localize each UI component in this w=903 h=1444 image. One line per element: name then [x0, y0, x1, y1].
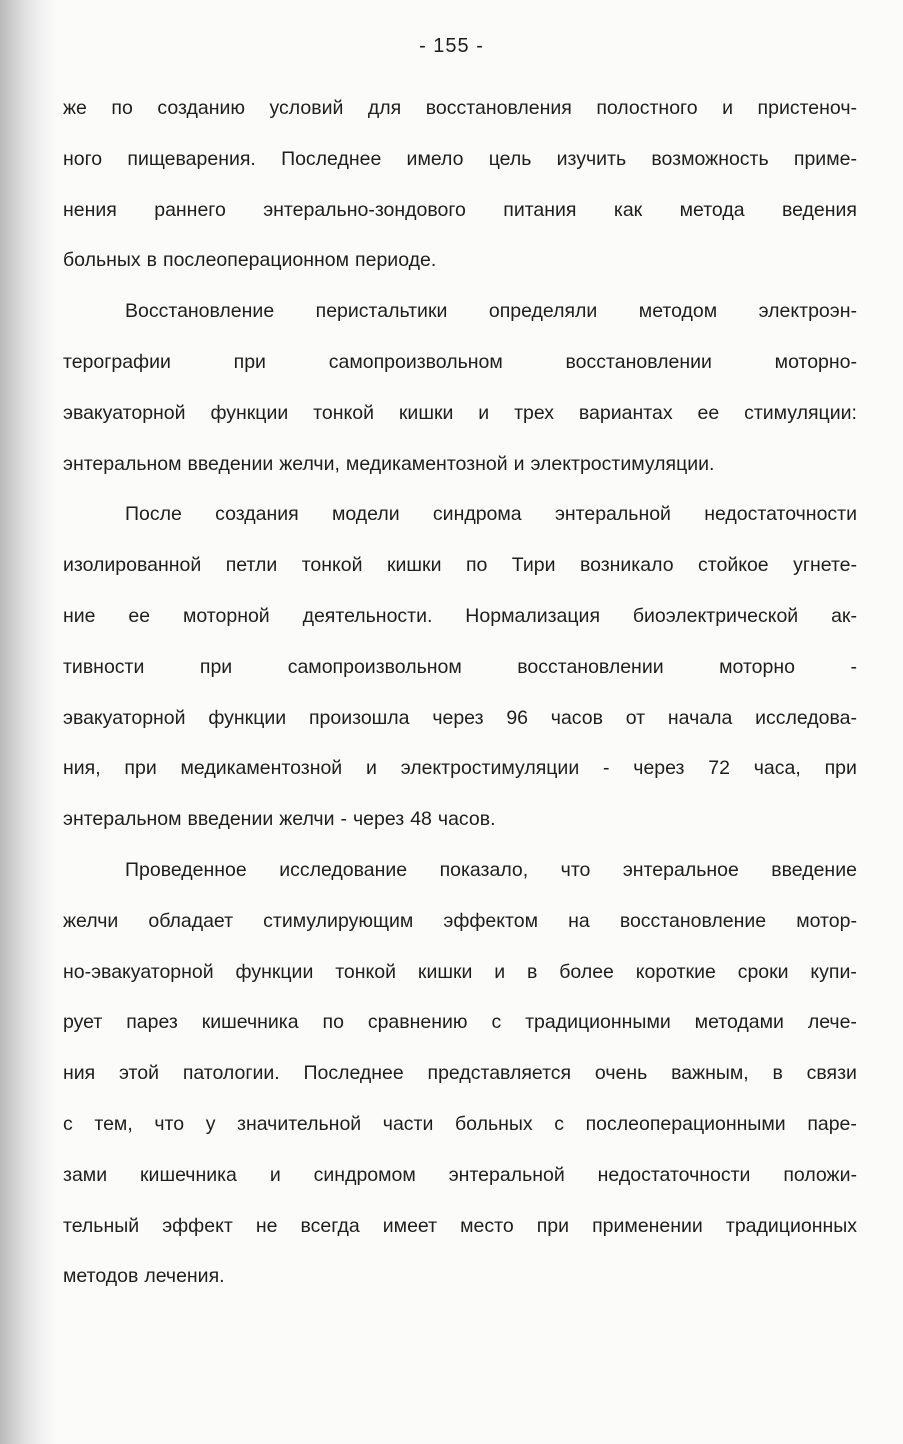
text-line: ние ее моторной деятельности. Нормализация биоэлектрической ак- — [63, 604, 857, 627]
paragraph — [63, 494, 857, 850]
text-line: эвакуаторной функции тонкой кишки и трех вариантах ее стимуляции: — [63, 401, 857, 424]
paragraph — [63, 291, 857, 494]
text-line: терографии при самопроизвольном восстановлении моторно- — [63, 350, 857, 373]
paragraph — [63, 88, 857, 291]
body-text — [63, 88, 857, 1307]
text-line: энтеральном введении желчи, медикаментозной и электростимуляции. — [63, 452, 715, 475]
text-line: изолированной петли тонкой кишки по Тири возникало стойкое угнете- — [63, 554, 857, 577]
text-line: Проведенное исследование показало, что энтеральное введение — [125, 858, 857, 881]
text-line: энтеральном введении желчи - через 48 часов. — [63, 808, 496, 831]
text-line: ния этой патологии. Последнее представляется очень важным, в связи — [63, 1062, 857, 1085]
text-line: методов лечения. — [63, 1265, 225, 1288]
text-line: нения раннего энтерально-зондового питания как метода ведения — [63, 198, 857, 221]
text-line: желчи обладает стимулирующим эффектом на восстановление мотор- — [63, 909, 857, 932]
page-number: - 155 - — [419, 35, 484, 57]
text-line: зами кишечника и синдромом энтеральной недостаточности положи- — [63, 1163, 857, 1186]
text-line: ного пищеварения. Последнее имело цель изучить возможность приме- — [63, 147, 857, 170]
text-line: Восстановление перистальтики определяли методом электроэн- — [125, 300, 857, 323]
text-line: больных в послеоперационном периоде. — [63, 249, 437, 272]
text-line: рует парез кишечника по сравнению с традиционными методами лече- — [63, 1011, 857, 1034]
text-line: с тем, что у значительной части больных с послеоперационными паре- — [63, 1112, 857, 1135]
binding-shadow — [0, 0, 58, 1444]
text-line: же по созданию условий для восстановления полостного и пристеноч- — [63, 97, 857, 119]
text-line: ния, при медикаментозной и электростимуляции - через 72 часа, при — [63, 757, 857, 780]
text-line: тельный эффект не всегда имеет место при применении традиционных — [63, 1214, 857, 1237]
text-line: тивности при самопроизвольном восстановлении моторно - — [63, 655, 857, 678]
text-line: но-эвакуаторной функции тонкой кишки и в более короткие сроки купи- — [63, 960, 857, 983]
text-line: эвакуаторной функции произошла через 96 часов от начала исследова- — [63, 706, 857, 729]
text-line: После создания модели синдрома энтеральной недостаточности — [125, 503, 857, 526]
paragraph — [63, 850, 857, 1307]
